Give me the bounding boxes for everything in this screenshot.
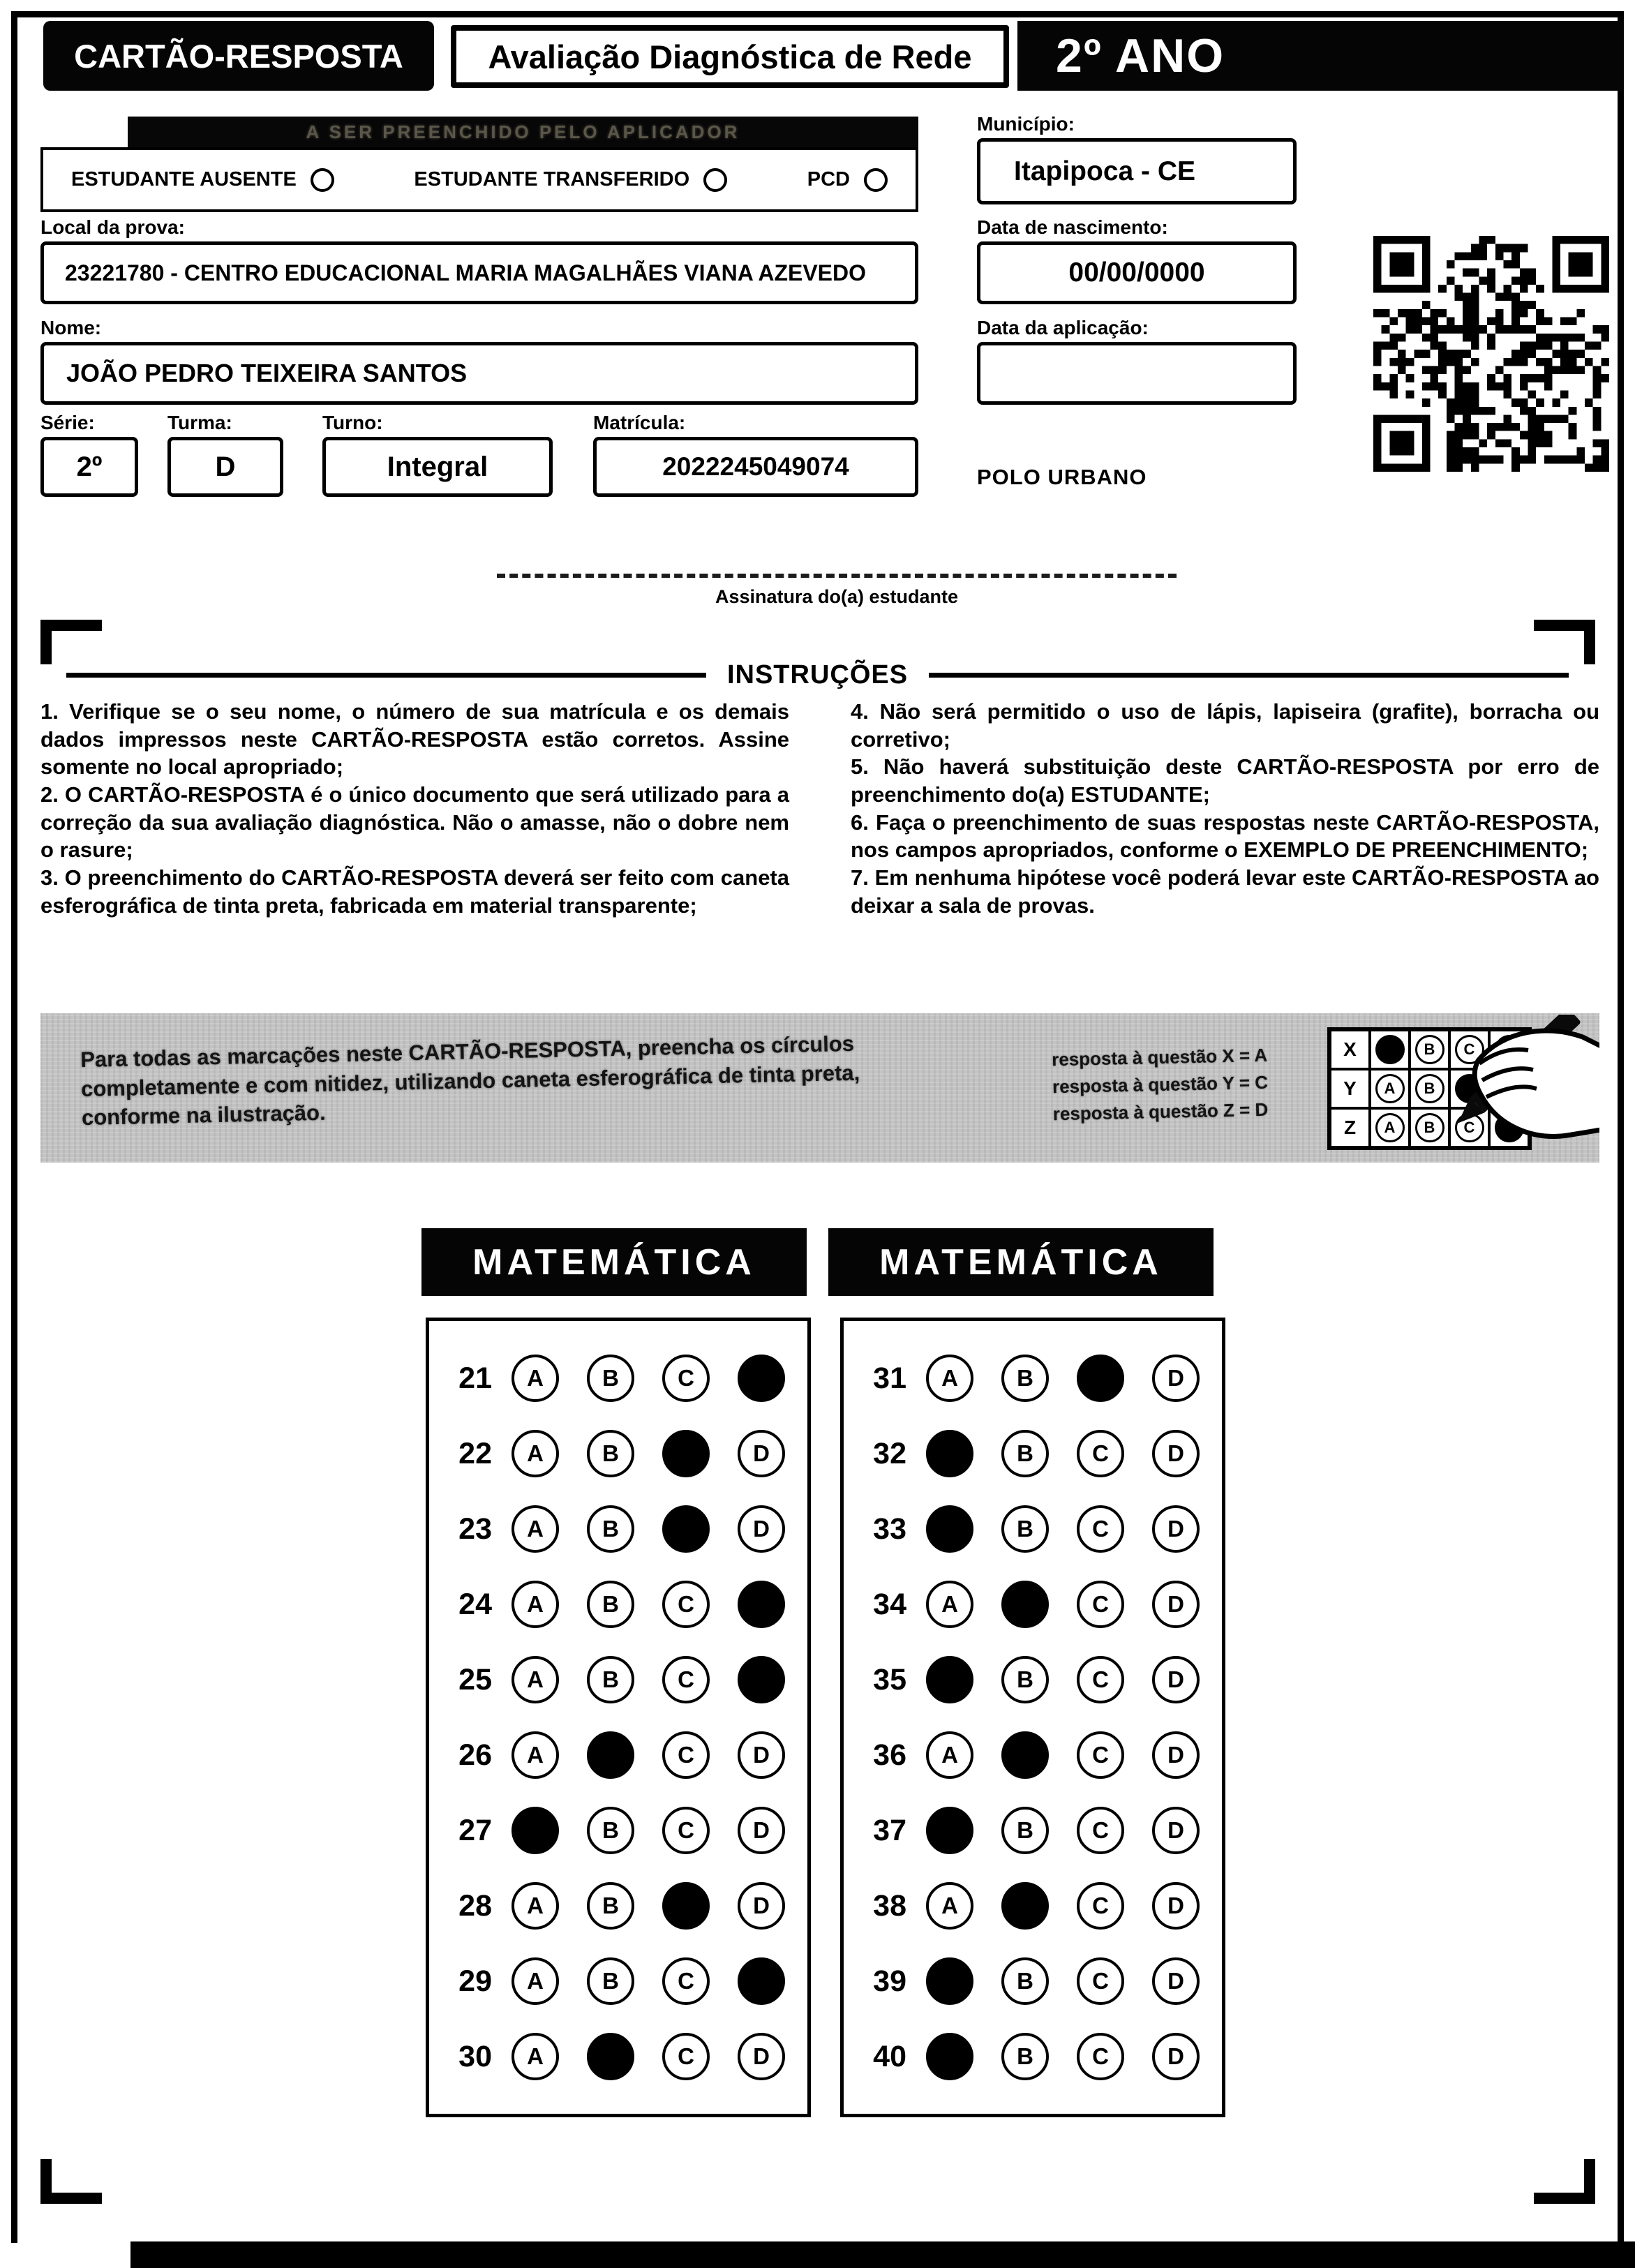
fill-example-text: Para todas as marcações neste CARTÃO-RESPOSTA, preencha os círculos completamente e com nitidez, utilizando caneta esferográfica de tinta preta, conforme na ilustração. bbox=[80, 1031, 860, 1131]
checkbox-label: ESTUDANTE TRANSFERIDO bbox=[414, 168, 690, 191]
answer-bubble-23-b[interactable]: B bbox=[587, 1505, 634, 1553]
answer-bubble-36-a[interactable]: A bbox=[926, 1731, 973, 1779]
question-row bbox=[862, 1505, 1222, 1553]
answer-bubble-28-b[interactable]: B bbox=[587, 1882, 634, 1930]
checkbox-label: PCD bbox=[807, 168, 850, 191]
answer-bubble-24-b[interactable]: B bbox=[587, 1581, 634, 1628]
answer-bubble-33-c[interactable]: C bbox=[1077, 1505, 1124, 1553]
example-bubble-x-c: C bbox=[1455, 1035, 1484, 1064]
question-number: 40 bbox=[873, 2039, 906, 2073]
answer-bubble-27-b[interactable]: B bbox=[587, 1807, 634, 1854]
instructions-title: INSTRUÇÕES bbox=[726, 660, 909, 689]
question-row bbox=[862, 1882, 1222, 1930]
question-number: 38 bbox=[873, 1888, 906, 1923]
answer-bubble-31-b[interactable]: B bbox=[1001, 1355, 1049, 1402]
question-number: 33 bbox=[873, 1512, 906, 1546]
checkbox-estudante-transferido bbox=[414, 168, 727, 192]
answer-bubble-31-a[interactable]: A bbox=[926, 1355, 973, 1402]
answer-bubble-25-a[interactable]: A bbox=[512, 1656, 559, 1703]
answer-grid-21-30 bbox=[426, 1318, 811, 2117]
answer-bubble-26-b[interactable] bbox=[587, 1731, 634, 1779]
answer-bubble-35-b[interactable]: B bbox=[1001, 1656, 1049, 1703]
instructions-rule-right bbox=[929, 673, 1569, 678]
question-number: 23 bbox=[458, 1512, 492, 1546]
answer-bubble-36-c[interactable]: C bbox=[1077, 1731, 1124, 1779]
question-number: 37 bbox=[873, 1813, 906, 1847]
answer-bubble-32-c[interactable]: C bbox=[1077, 1430, 1124, 1477]
nascimento-label: Data de nascimento: bbox=[977, 216, 1168, 238]
serie-value-box: 2º bbox=[40, 437, 138, 497]
instruction-item: 5. Não haverá substituição deste CARTÃO-RESPOSTA por erro de preenchimento do(a) ESTUDANTE; bbox=[851, 754, 1599, 807]
answer-bubble-37-b[interactable]: B bbox=[1001, 1807, 1049, 1854]
question-row bbox=[447, 1355, 807, 1402]
instruction-item: 4. Não será permitido o uso de lápis, lapiseira (grafite), borracha ou corretivo; bbox=[851, 699, 1599, 752]
answer-bubble-24-a[interactable]: A bbox=[512, 1581, 559, 1628]
question-number: 26 bbox=[458, 1738, 492, 1772]
checkbox-circle-pcd[interactable] bbox=[864, 168, 888, 192]
answer-bubble-22-a[interactable]: A bbox=[512, 1430, 559, 1477]
answer-bubble-37-c[interactable]: C bbox=[1077, 1807, 1124, 1854]
answer-bubble-26-c[interactable]: C bbox=[662, 1731, 710, 1779]
assessment-title: Avaliação Diagnóstica de Rede bbox=[451, 25, 1009, 88]
example-key-line: resposta à questão Z = D bbox=[1052, 1098, 1269, 1125]
serie-label: Série: bbox=[40, 412, 95, 433]
instructions-columns bbox=[40, 698, 1599, 919]
question-number: 31 bbox=[873, 1361, 906, 1395]
answer-bubble-22-b[interactable]: B bbox=[587, 1430, 634, 1477]
answer-bubble-28-d[interactable]: D bbox=[738, 1882, 785, 1930]
answer-bubble-23-c[interactable] bbox=[662, 1505, 710, 1553]
question-row bbox=[447, 1581, 807, 1628]
question-number: 28 bbox=[458, 1888, 492, 1923]
instruction-item: 7. Em nenhuma hipótese você poderá levar este CARTÃO-RESPOSTA ao deixar a sala de provas. bbox=[851, 865, 1599, 918]
answer-bubble-29-c[interactable]: C bbox=[662, 1957, 710, 2005]
answer-bubble-24-c[interactable]: C bbox=[662, 1581, 710, 1628]
question-number: 22 bbox=[458, 1436, 492, 1470]
question-row bbox=[862, 1355, 1222, 1402]
question-row bbox=[862, 1581, 1222, 1628]
answer-bubble-30-b[interactable] bbox=[587, 2033, 634, 2080]
question-number: 29 bbox=[458, 1964, 492, 1998]
corner-mark-bottom-left bbox=[40, 2159, 102, 2204]
municipio-value-box: Itapipoca - CE bbox=[977, 138, 1297, 204]
answer-bubble-32-b[interactable]: B bbox=[1001, 1430, 1049, 1477]
answer-bubble-22-c[interactable] bbox=[662, 1430, 710, 1477]
answer-bubble-37-d[interactable]: D bbox=[1152, 1807, 1200, 1854]
local-value-box: 23221780 - CENTRO EDUCACIONAL MARIA MAGALHÃES VIANA AZEVEDO bbox=[40, 241, 918, 304]
municipio-label: Município: bbox=[977, 113, 1075, 135]
signature-line bbox=[497, 574, 1177, 578]
answer-bubble-21-d[interactable] bbox=[738, 1355, 785, 1402]
corner-mark-top-right bbox=[1534, 620, 1595, 664]
answer-bubble-38-b[interactable] bbox=[1001, 1882, 1049, 1930]
answer-bubble-34-b[interactable] bbox=[1001, 1581, 1049, 1628]
answer-bubble-26-d[interactable]: D bbox=[738, 1731, 785, 1779]
instructions-right-column bbox=[851, 698, 1599, 919]
instruction-item: 1. Verifique se o seu nome, o número de sua matrícula e os demais dados impressos neste CARTÃO-RESPOSTA estão corretos. Assine somente no local apropriado; bbox=[40, 699, 789, 779]
example-row-label: Z bbox=[1330, 1108, 1370, 1147]
answer-bubble-23-d[interactable]: D bbox=[738, 1505, 785, 1553]
answer-bubble-39-c[interactable]: C bbox=[1077, 1957, 1124, 2005]
answer-bubble-39-a[interactable] bbox=[926, 1957, 973, 2005]
example-key-line: resposta à questão X = A bbox=[1051, 1044, 1268, 1070]
answer-grid-31-40 bbox=[840, 1318, 1225, 2117]
question-number: 39 bbox=[873, 1964, 906, 1998]
answer-bubble-36-b[interactable] bbox=[1001, 1731, 1049, 1779]
answer-bubble-36-d[interactable]: D bbox=[1152, 1731, 1200, 1779]
answer-bubble-21-c[interactable]: C bbox=[662, 1355, 710, 1402]
subject-header-matematica-2: MATEMÁTICA bbox=[828, 1228, 1214, 1296]
question-number: 21 bbox=[458, 1361, 492, 1395]
question-number: 25 bbox=[458, 1662, 492, 1696]
answer-bubble-34-d[interactable]: D bbox=[1152, 1581, 1200, 1628]
example-row-label: X bbox=[1330, 1030, 1370, 1069]
nome-label: Nome: bbox=[40, 317, 102, 338]
aplicacao-label: Data da aplicação: bbox=[977, 317, 1149, 338]
fill-example-band bbox=[40, 1013, 1599, 1163]
answer-bubble-25-b[interactable]: B bbox=[587, 1656, 634, 1703]
answer-bubble-33-d[interactable]: D bbox=[1152, 1505, 1200, 1553]
example-key-line: resposta à questão Y = C bbox=[1052, 1071, 1269, 1098]
matricula-value-box: 2022245049074 bbox=[593, 437, 918, 497]
polo-label: POLO URBANO bbox=[977, 465, 1147, 489]
answer-bubble-27-d[interactable]: D bbox=[738, 1807, 785, 1854]
question-row bbox=[447, 2033, 807, 2080]
question-number: 36 bbox=[873, 1738, 906, 1772]
applicator-checkbox-box bbox=[40, 147, 918, 212]
example-bubble-y-b: B bbox=[1415, 1074, 1444, 1103]
question-row bbox=[862, 1656, 1222, 1703]
example-bubble-x-b: B bbox=[1415, 1035, 1444, 1064]
grade-label: 2º ANO bbox=[1017, 21, 1624, 91]
question-number: 34 bbox=[873, 1587, 906, 1621]
answer-bubble-38-a[interactable]: A bbox=[926, 1882, 973, 1930]
answer-bubble-27-a[interactable] bbox=[512, 1807, 559, 1854]
instructions-header bbox=[66, 660, 1569, 690]
answer-bubble-25-d[interactable] bbox=[738, 1656, 785, 1703]
answer-bubble-30-d[interactable]: D bbox=[738, 2033, 785, 2080]
answer-bubble-31-d[interactable]: D bbox=[1152, 1355, 1200, 1402]
question-row bbox=[447, 1957, 807, 2005]
example-bubble-z-a: A bbox=[1375, 1113, 1405, 1142]
answer-bubble-35-c[interactable]: C bbox=[1077, 1656, 1124, 1703]
answer-bubble-33-a[interactable] bbox=[926, 1505, 973, 1553]
answer-bubble-21-b[interactable]: B bbox=[587, 1355, 634, 1402]
hand-pen-illustration bbox=[1396, 1015, 1599, 1161]
answer-bubble-23-a[interactable]: A bbox=[512, 1505, 559, 1553]
answer-bubble-39-b[interactable]: B bbox=[1001, 1957, 1049, 2005]
answer-bubble-34-a[interactable]: A bbox=[926, 1581, 973, 1628]
qr-code bbox=[1373, 236, 1609, 472]
question-row bbox=[862, 1430, 1222, 1477]
checkbox-circle-ausente[interactable] bbox=[311, 168, 334, 192]
answer-bubble-40-a[interactable] bbox=[926, 2033, 973, 2080]
answer-bubble-33-b[interactable]: B bbox=[1001, 1505, 1049, 1553]
answer-bubble-35-d[interactable]: D bbox=[1152, 1656, 1200, 1703]
question-number: 27 bbox=[458, 1813, 492, 1847]
answer-bubble-37-a[interactable] bbox=[926, 1807, 973, 1854]
question-number: 35 bbox=[873, 1662, 906, 1696]
nome-value-box: JOÃO PEDRO TEIXEIRA SANTOS bbox=[40, 342, 918, 405]
answer-bubble-35-a[interactable] bbox=[926, 1656, 973, 1703]
instruction-item: 6. Faça o preenchimento de suas respostas neste CARTÃO-RESPOSTA, nos campos apropriados, conforme o EXEMPLO DE PREENCHIMENTO; bbox=[851, 810, 1599, 863]
answer-bubble-38-d[interactable]: D bbox=[1152, 1882, 1200, 1930]
checkbox-estudante-ausente bbox=[71, 168, 334, 192]
instructions-left-column bbox=[40, 698, 789, 919]
instruction-item: 3. O preenchimento do CARTÃO-RESPOSTA deverá ser feito com caneta esferográfica de tinta preta, fabricada em material transparente; bbox=[40, 865, 789, 918]
question-row bbox=[862, 1957, 1222, 2005]
corner-mark-top-left bbox=[40, 620, 102, 664]
question-number: 30 bbox=[458, 2039, 492, 2073]
example-bubble-z-b: B bbox=[1415, 1113, 1444, 1142]
example-bubble-z-c: C bbox=[1455, 1113, 1484, 1142]
answer-bubble-30-a[interactable]: A bbox=[512, 2033, 559, 2080]
answer-bubble-25-c[interactable]: C bbox=[662, 1656, 710, 1703]
question-row bbox=[862, 1807, 1222, 1854]
checkbox-label: ESTUDANTE AUSENTE bbox=[71, 168, 297, 191]
answer-bubble-22-d[interactable]: D bbox=[738, 1430, 785, 1477]
checkbox-pcd bbox=[807, 168, 888, 192]
question-number: 32 bbox=[873, 1436, 906, 1470]
answer-bubble-30-c[interactable]: C bbox=[662, 2033, 710, 2080]
question-number: 24 bbox=[458, 1587, 492, 1621]
signature-label: Assinatura do(a) estudante bbox=[715, 586, 959, 607]
answer-bubble-27-c[interactable]: C bbox=[662, 1807, 710, 1854]
answer-bubble-28-c[interactable] bbox=[662, 1882, 710, 1930]
fill-example-key bbox=[1052, 1042, 1269, 1128]
question-row bbox=[447, 1731, 807, 1779]
checkbox-circle-transferido[interactable] bbox=[703, 168, 727, 192]
answer-bubble-28-a[interactable]: A bbox=[512, 1882, 559, 1930]
answer-bubble-29-a[interactable]: A bbox=[512, 1957, 559, 2005]
question-row bbox=[447, 1882, 807, 1930]
aplicacao-value-box bbox=[977, 342, 1297, 405]
example-bubble-y-a: A bbox=[1375, 1074, 1405, 1103]
question-row bbox=[447, 1505, 807, 1553]
answer-bubble-31-c[interactable] bbox=[1077, 1355, 1124, 1402]
turno-label: Turno: bbox=[322, 412, 383, 433]
question-row bbox=[862, 2033, 1222, 2080]
answer-bubble-29-b[interactable]: B bbox=[587, 1957, 634, 2005]
instructions-rule-left bbox=[66, 673, 706, 678]
example-row-label: Y bbox=[1330, 1069, 1370, 1108]
question-row bbox=[447, 1807, 807, 1854]
turno-value-box: Integral bbox=[322, 437, 553, 497]
question-row bbox=[447, 1430, 807, 1477]
applicator-bar-label: A SER PREENCHIDO PELO APLICADOR bbox=[128, 117, 918, 147]
turma-label: Turma: bbox=[167, 412, 232, 433]
answer-bubble-32-d[interactable]: D bbox=[1152, 1430, 1200, 1477]
answer-bubble-34-c[interactable]: C bbox=[1077, 1581, 1124, 1628]
question-row bbox=[862, 1731, 1222, 1779]
bottom-edge-bar bbox=[130, 2241, 1635, 2268]
question-row bbox=[447, 1656, 807, 1703]
answer-bubble-32-a[interactable] bbox=[926, 1430, 973, 1477]
answer-bubble-39-d[interactable]: D bbox=[1152, 1957, 1200, 2005]
card-title: CARTÃO-RESPOSTA bbox=[43, 21, 434, 91]
answer-bubble-21-a[interactable]: A bbox=[512, 1355, 559, 1402]
answer-bubble-40-d[interactable]: D bbox=[1152, 2033, 1200, 2080]
nascimento-value-box: 00/00/0000 bbox=[977, 241, 1297, 304]
matricula-label: Matrícula: bbox=[593, 412, 686, 433]
answer-bubble-40-b[interactable]: B bbox=[1001, 2033, 1049, 2080]
answer-bubble-40-c[interactable]: C bbox=[1077, 2033, 1124, 2080]
subject-header-matematica-1: MATEMÁTICA bbox=[421, 1228, 807, 1296]
local-label: Local da prova: bbox=[40, 216, 185, 238]
answer-bubble-29-d[interactable] bbox=[738, 1957, 785, 2005]
answer-bubble-38-c[interactable]: C bbox=[1077, 1882, 1124, 1930]
answer-bubble-26-a[interactable]: A bbox=[512, 1731, 559, 1779]
corner-mark-bottom-right bbox=[1534, 2159, 1595, 2204]
instruction-item: 2. O CARTÃO-RESPOSTA é o único documento que será utilizado para a correção da sua avaliação diagnóstica. Não o amasse, não o dobre nem o rasure; bbox=[40, 782, 789, 863]
turma-value-box: D bbox=[167, 437, 283, 497]
answer-bubble-24-d[interactable] bbox=[738, 1581, 785, 1628]
